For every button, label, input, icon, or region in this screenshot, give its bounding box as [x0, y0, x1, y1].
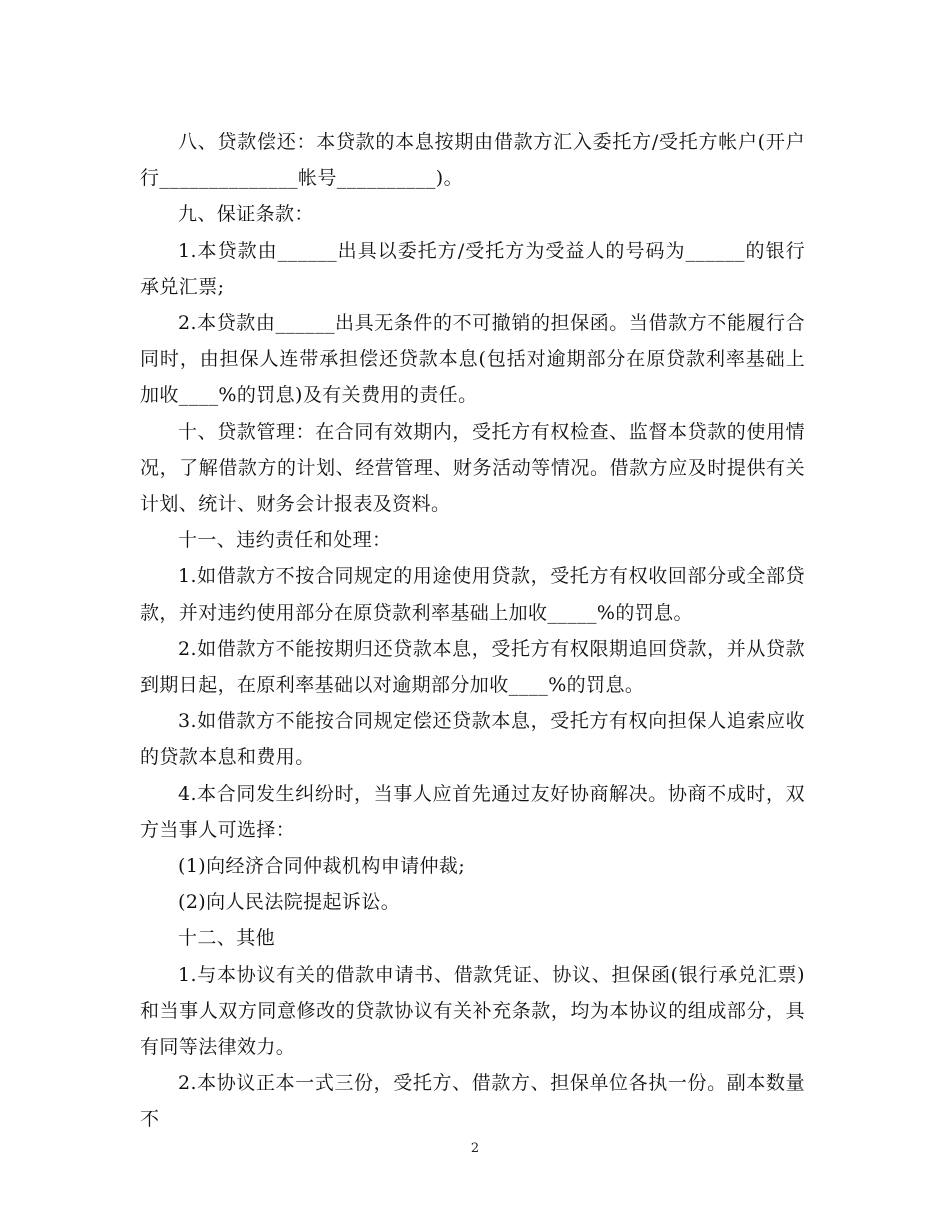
heading-guarantee-clause: 九、保证条款：	[178, 203, 314, 226]
paragraph-breach-1: 1.如借款方不按合同规定的用途使用贷款，受托方有权收回部分或全部贷款，并对违约使用部分在原贷款利率基础上加收_____%的罚息。	[140, 565, 805, 624]
paragraph-guarantee-2: 2.本贷款由______出具无条件的不可撤销的担保函。当借款方不能履行合同时，由担保人连带承担偿还贷款本息(包括对逾期部分在原贷款利率基础上加收____%的罚息)及有关费用的责任。	[140, 312, 805, 407]
paragraph-other-1: 1.与本协议有关的借款申请书、借款凭证、协议、担保函(银行承兑汇票)和当事人双方同意修改的贷款协议有关补充条款，均为本协议的组成部分，具有同等法律效力。	[140, 963, 805, 1059]
document-body	[140, 124, 805, 1138]
heading-breach-liability: 十一、违约责任和处理：	[178, 529, 392, 552]
paragraph-option-litigation: (2)向人民法院提起诉讼。	[178, 891, 401, 914]
heading-other: 十二、其他	[178, 927, 276, 950]
paragraph-breach-3: 3.如借款方不能按合同规定偿还贷款本息，受托方有权向担保人追索应收的贷款本息和费用。	[140, 710, 805, 769]
paragraph-repayment: 八、贷款偿还：本贷款的本息按期由借款方汇入委托方/受托方帐户(开户行______________帐号__________)。	[140, 131, 805, 190]
paragraph-other-2: 2.本协议正本一式三份，受托方、借款方、担保单位各执一份。副本数量不	[140, 1072, 805, 1131]
paragraph-breach-2: 2.如借款方不能按期归还贷款本息，受托方有权限期追回贷款，并从贷款到期日起，在原利率基础以对逾期部分加收____%的罚息。	[140, 637, 805, 697]
paragraph-option-arbitration: (1)向经济合同仲裁机构申请仲裁;	[178, 855, 466, 878]
paragraph-breach-4: 4.本合同发生纠纷时，当事人应首先通过友好协商解决。协商不成时，双方当事人可选择：	[140, 782, 805, 841]
page-number: 2	[470, 1141, 480, 1156]
paragraph-loan-management: 十、贷款管理：在合同有效期内，受托方有权检查、监督本贷款的使用情况，了解借款方的计划、经营管理、财务活动等情况。借款方应及时提供有关计划、统计、财务会计报表及资料。	[140, 420, 805, 516]
paragraph-guarantee-1: 1.本贷款由______出具以委托方/受托方为受益人的号码为______的银行承兑汇票;	[140, 239, 805, 298]
